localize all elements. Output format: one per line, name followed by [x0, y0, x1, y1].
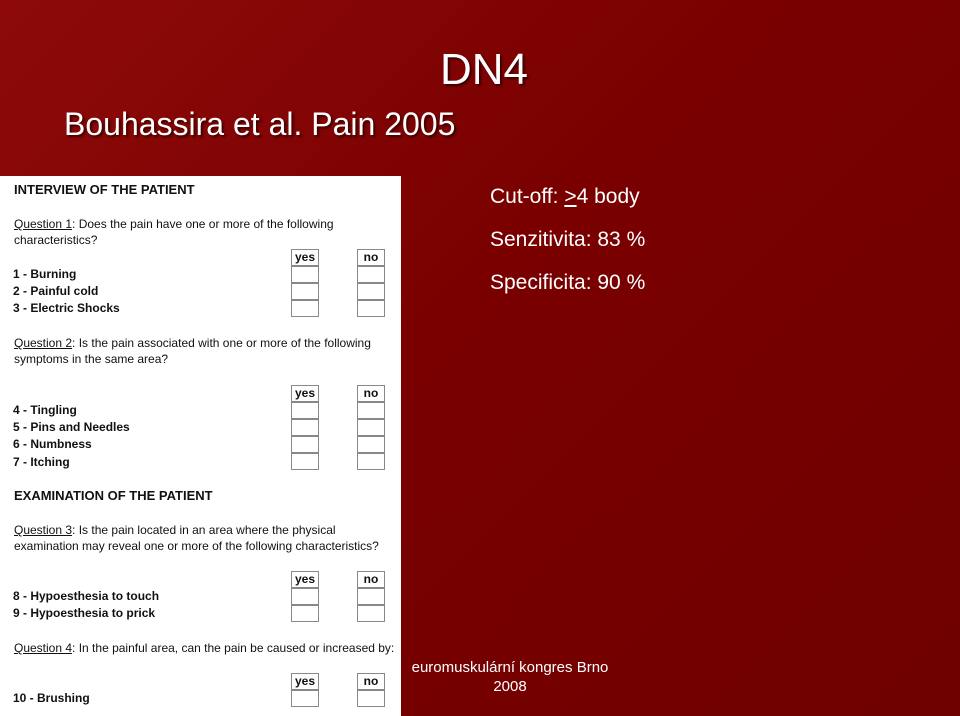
question-1-text: : Does the pain have one or more of the following characteristics?	[14, 217, 334, 247]
question-1	[14, 216, 389, 248]
item-painful-cold: 2 - Painful cold	[13, 284, 99, 298]
examination-header: EXAMINATION OF THE PATIENT	[14, 488, 213, 503]
stats-block	[490, 186, 645, 315]
slide-subtitle: Bouhassira et al. Pain 2005	[64, 106, 456, 142]
dn4-questionnaire	[0, 176, 401, 716]
question-2-label: Question 2	[14, 336, 73, 350]
interview-header: INTERVIEW OF THE PATIENT	[14, 182, 195, 197]
q4-no-header: no	[357, 673, 385, 690]
checkbox-10-no[interactable]	[357, 690, 385, 707]
item-brushing: 10 - Brushing	[13, 691, 90, 705]
cutoff-prefix: Cut-off:	[490, 185, 565, 208]
checkbox-2-yes[interactable]	[291, 283, 319, 300]
cutoff-line	[490, 186, 645, 229]
q2-no-header: no	[357, 385, 385, 402]
q1-yes-header: yes	[291, 249, 319, 266]
question-4	[14, 640, 401, 656]
checkbox-10-yes[interactable]	[291, 690, 319, 707]
q3-no-header: no	[357, 571, 385, 588]
item-pins-needles: 5 - Pins and Needles	[13, 420, 130, 434]
checkbox-7-no[interactable]	[357, 453, 385, 470]
question-2	[14, 335, 389, 367]
checkbox-7-yes[interactable]	[291, 453, 319, 470]
checkbox-1-no[interactable]	[357, 266, 385, 283]
checkbox-3-no[interactable]	[357, 300, 385, 317]
question-4-label: Question 4	[14, 641, 73, 655]
q3-yes-header: yes	[291, 571, 319, 588]
footer-line-1: euromuskulární kongres Brno	[411, 659, 609, 676]
checkbox-3-yes[interactable]	[291, 300, 319, 317]
checkbox-2-no[interactable]	[357, 283, 385, 300]
checkbox-8-no[interactable]	[357, 588, 385, 605]
checkbox-1-yes[interactable]	[291, 266, 319, 283]
checkbox-4-yes[interactable]	[291, 402, 319, 419]
item-itching: 7 - Itching	[13, 455, 70, 469]
item-tingling: 4 - Tingling	[13, 403, 77, 417]
question-4-text: : In the painful area, can the pain be caused or increased by:	[72, 641, 395, 655]
checkbox-6-yes[interactable]	[291, 436, 319, 453]
checkbox-4-no[interactable]	[357, 402, 385, 419]
footer	[400, 658, 620, 696]
question-1-label: Question 1	[14, 217, 73, 231]
sensitivity-line: Senzitivita: 83 %	[490, 228, 646, 251]
question-2-text: : Is the pain associated with one or more of the following symptoms in the same area?	[14, 336, 371, 366]
q1-no-header: no	[357, 249, 385, 266]
footer-line-2: 2008	[493, 678, 527, 695]
q4-yes-header: yes	[291, 673, 319, 690]
slide-title: DN4	[440, 45, 529, 94]
specificity-line: Specificita: 90 %	[490, 271, 646, 294]
question-3-text: : Is the pain located in an area where the physical examination may reveal one or more of the following characteristics?	[14, 523, 379, 553]
item-burning: 1 - Burning	[13, 267, 77, 281]
checkbox-8-yes[interactable]	[291, 588, 319, 605]
item-hypoesthesia-touch: 8 - Hypoesthesia to touch	[13, 589, 160, 603]
checkbox-9-yes[interactable]	[291, 605, 319, 622]
item-electric-shocks: 3 - Electric Shocks	[13, 301, 120, 315]
item-numbness: 6 - Numbness	[13, 437, 92, 451]
checkbox-6-no[interactable]	[357, 436, 385, 453]
q2-yes-header: yes	[291, 385, 319, 402]
checkbox-5-yes[interactable]	[291, 419, 319, 436]
item-hypoesthesia-prick: 9 - Hypoesthesia to prick	[13, 606, 156, 620]
question-3-label: Question 3	[14, 523, 73, 537]
checkbox-5-no[interactable]	[357, 419, 385, 436]
question-3	[14, 522, 389, 554]
cutoff-suffix: 4 body	[576, 185, 640, 208]
checkbox-9-no[interactable]	[357, 605, 385, 622]
cutoff-symbol: >	[564, 185, 577, 208]
